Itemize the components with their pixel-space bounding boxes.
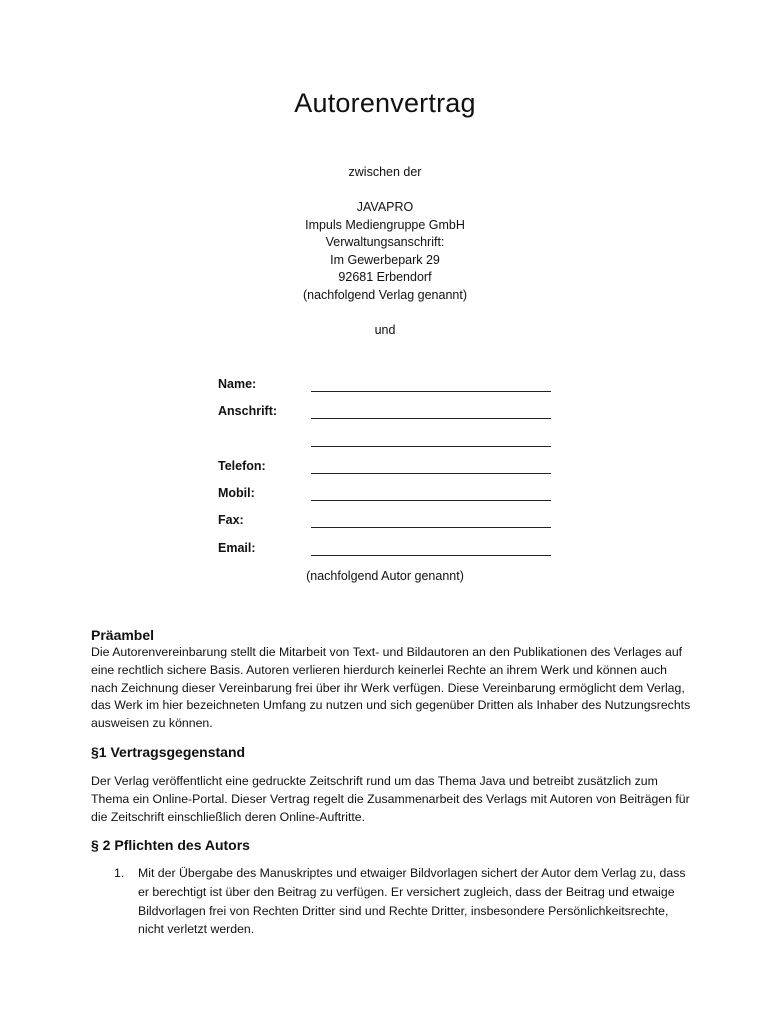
section-heading: § 2 Pflichten des Autors — [91, 837, 250, 853]
field-row-name — [218, 377, 558, 404]
field-row-fax — [218, 513, 558, 540]
list-number: 1. — [114, 866, 125, 880]
field-label: Mobil: — [218, 486, 255, 501]
author-note: (nachfolgend Autor genannt) — [306, 569, 464, 583]
publisher-line: JAVAPRO — [356, 200, 414, 214]
section-2-list — [91, 864, 691, 939]
field-blank-line — [311, 391, 551, 392]
field-row-email — [218, 541, 558, 568]
field-label: Anschrift: — [218, 404, 278, 419]
section-paragraph: Die Autorenvereinbarung stellt die Mitarbeit von Text- und Bildautoren an den Publikationen des Verlages auf eine rechtlich sichere Basis. Autoren verlieren hierdurch keinerlei Rechte an ihrem Werk und können auch nach Zeichnung dieser Vereinbarung frei über ihr Werk verfügen. Diese Vereinbarung ermöglicht dem Verlag, das Werk im hier bezeichneten Umfang zu nutzen und sich gegenüber Dritten als Inhaber des Nutzungsrechts ausweisen zu können. — [91, 645, 691, 731]
field-label: Telefon: — [218, 458, 266, 473]
field-label: Fax: — [218, 513, 244, 528]
field-blank-line — [311, 500, 551, 501]
publisher-line: Impuls Mediengruppe GmbH — [305, 217, 465, 232]
document-title: Autorenvertrag — [294, 88, 476, 118]
field-blank-line — [311, 473, 551, 474]
section-heading: §1 Vertragsgegenstand — [91, 744, 246, 760]
author-fields — [218, 377, 558, 568]
publisher-address — [0, 199, 770, 305]
field-row-address-2 — [218, 432, 558, 459]
field-blank-line — [311, 446, 551, 447]
between-text: zwischen der — [348, 165, 422, 179]
section-paragraph: Der Verlag veröffentlicht eine gedruckte Zeitschrift rund um das Thema Java und betreibt zusätzlich zum Thema ein Online-Portal. Dieser Vertrag regelt die Zusammenarbeit des Verlags mit Autoren von Beiträgen für die Zeitschrift einschließlich deren Online-Auftritte. — [91, 774, 690, 824]
and-text: und — [374, 323, 396, 337]
field-row-address — [218, 404, 558, 431]
field-blank-line — [311, 555, 551, 556]
list-item — [91, 864, 691, 939]
field-blank-line — [311, 527, 551, 528]
publisher-line: 92681 Erbendorf — [338, 270, 432, 285]
publisher-line: (nachfolgend Verlag genannt) — [302, 287, 467, 302]
preamble-section — [91, 626, 691, 733]
section-2-heading-block — [91, 836, 691, 854]
section-1-heading-block — [91, 743, 691, 761]
publisher-line: Im Gewerbepark 29 — [330, 252, 440, 267]
section-1-body — [91, 773, 691, 826]
field-label: Email: — [218, 540, 256, 555]
list-item-text: Mit der Übergabe des Manuskriptes und etwaiger Bildvorlagen sichert der Autor dem Verlag zu, dass er berechtigt ist über den Beitrag zu verfügen. Er versichert zugleich, dass der Beitrag und etwaige Bildvorlagen frei von Rechten Dritter sind und Rechte Dritter, insbesondere Persönlichkeitsrechte, nicht verletzt werden. — [138, 866, 686, 937]
field-blank-line — [311, 418, 551, 419]
publisher-line: Verwaltungsanschrift: — [325, 235, 445, 250]
field-label: Name: — [218, 377, 257, 391]
section-heading: Präambel — [91, 627, 155, 643]
field-row-mobile — [218, 486, 558, 513]
field-row-phone — [218, 459, 558, 486]
